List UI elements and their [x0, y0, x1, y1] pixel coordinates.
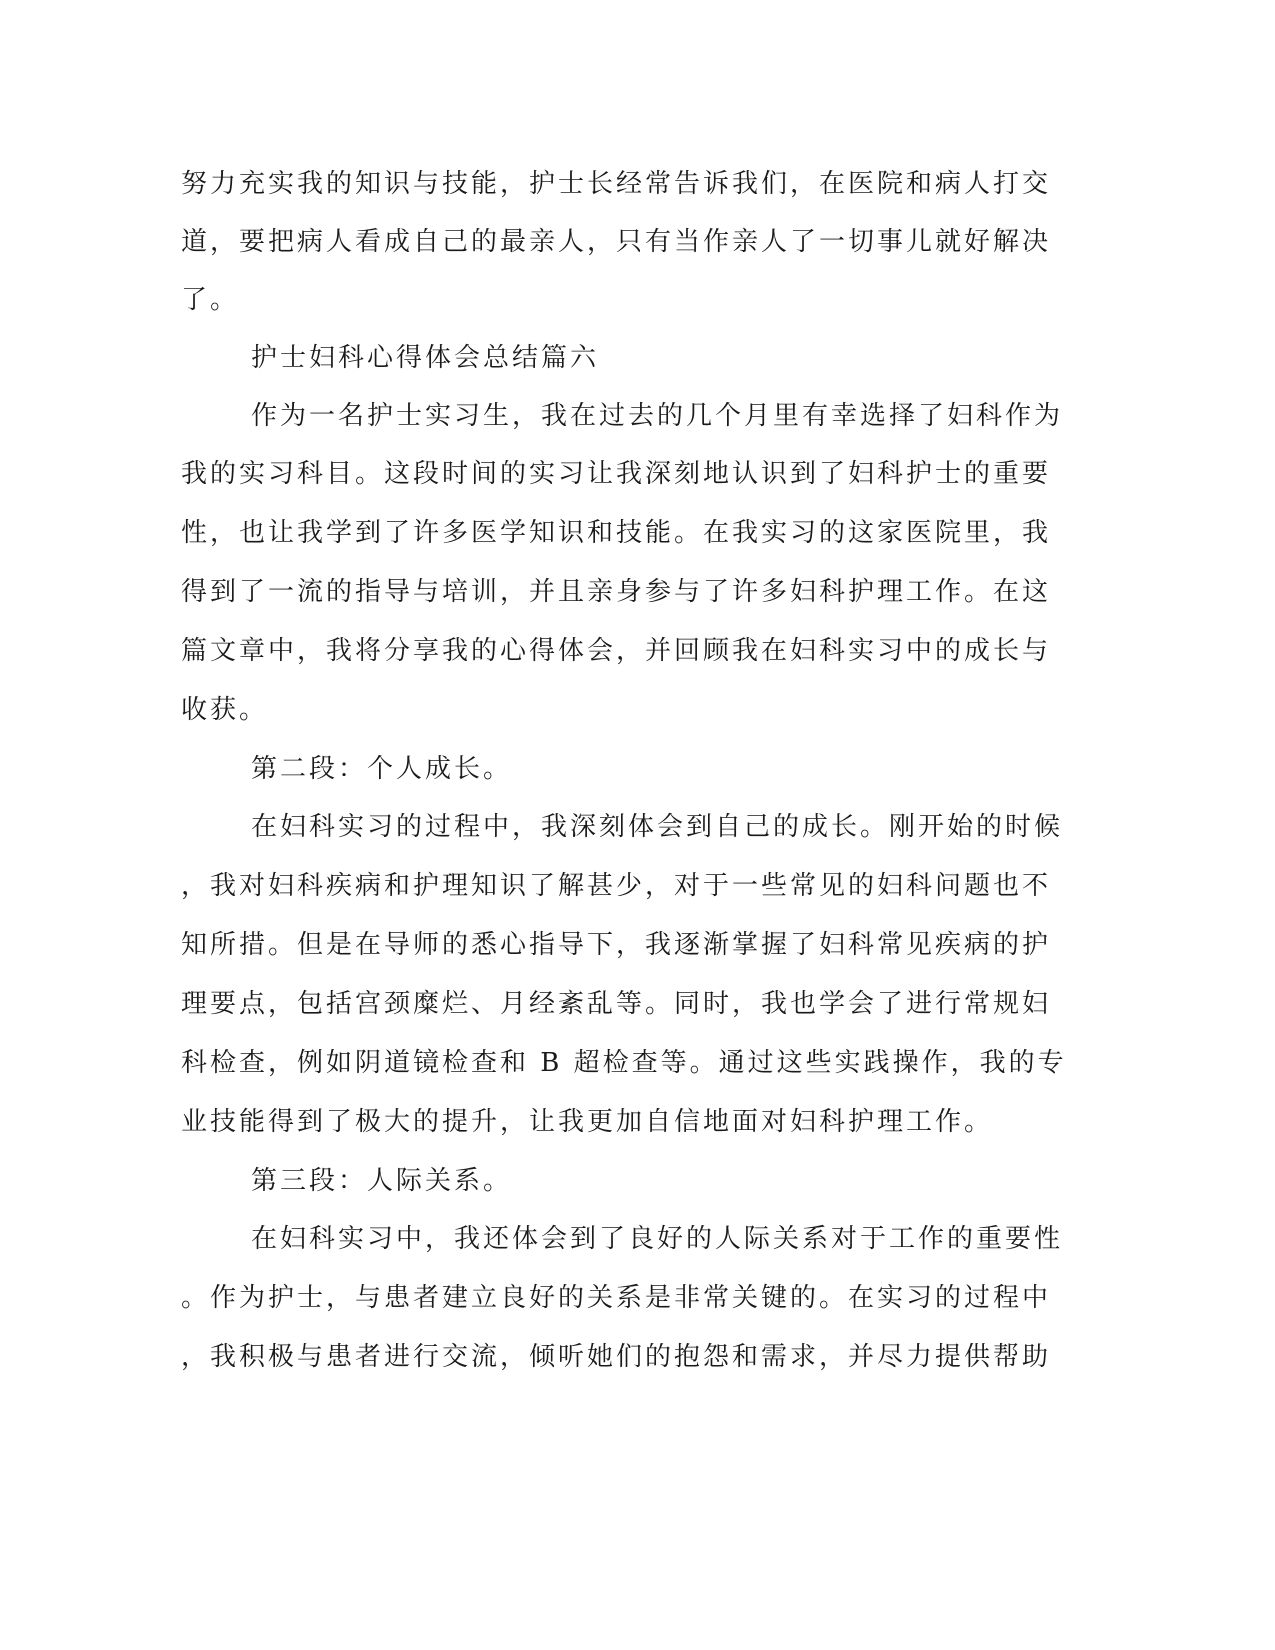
text-line: 作为一名护士实习生，我在过去的几个月里有幸选择了妇科作为 — [251, 401, 1064, 431]
text-line: 我的实习科目。这段时间的实习让我深刻地认识到了妇科护士的重要 — [181, 459, 1052, 489]
text-line: 了。 — [181, 285, 240, 315]
text-line: 在妇科实习中，我还体会到了良好的人际关系对于工作的重要性 — [251, 1224, 1064, 1254]
text-line: 知所措。但是在导师的悉心指导下，我逐渐掌握了妇科常见疾病的护 — [181, 930, 1052, 960]
text-line: 努力充实我的知识与技能，护士长经常告诉我们，在医院和病人打交 — [181, 169, 1052, 199]
section-heading: 第三段：人际关系。 — [251, 1166, 513, 1196]
text-line: 科检查，例如阴道镜检查和 B 超检查等。通过这些实践操作，我的专 — [181, 1048, 1067, 1078]
text-line: ，我对妇科疾病和护理知识了解甚少，对于一些常见的妇科问题也不 — [181, 871, 1052, 901]
text-line: 得到了一流的指导与培训，并且亲身参与了许多妇科护理工作。在这 — [181, 577, 1052, 607]
text-line: 收获。 — [181, 695, 269, 725]
text-line: 业技能得到了极大的提升，让我更加自信地面对妇科护理工作。 — [181, 1107, 994, 1137]
text-line: 在妇科实习的过程中，我深刻体会到自己的成长。刚开始的时候 — [251, 812, 1064, 842]
text-line: 篇文章中，我将分享我的心得体会，并回顾我在妇科实习中的成长与 — [181, 636, 1052, 666]
text-line: 道，要把病人看成自己的最亲人，只有当作亲人了一切事儿就好解决 — [181, 227, 1052, 257]
text-line: 理要点，包括宫颈糜烂、月经紊乱等。同时，我也学会了进行常规妇 — [181, 989, 1052, 1019]
text-line: ，我积极与患者进行交流，倾听她们的抱怨和需求，并尽力提供帮助 — [181, 1342, 1052, 1372]
text-line: 。作为护士，与患者建立良好的关系是非常关键的。在实习的过程中 — [181, 1283, 1052, 1313]
text-line: 性，也让我学到了许多医学知识和技能。在我实习的这家医院里，我 — [181, 518, 1052, 548]
section-heading: 护士妇科心得体会总结篇六 — [251, 343, 600, 373]
section-heading: 第二段：个人成长。 — [251, 754, 513, 784]
